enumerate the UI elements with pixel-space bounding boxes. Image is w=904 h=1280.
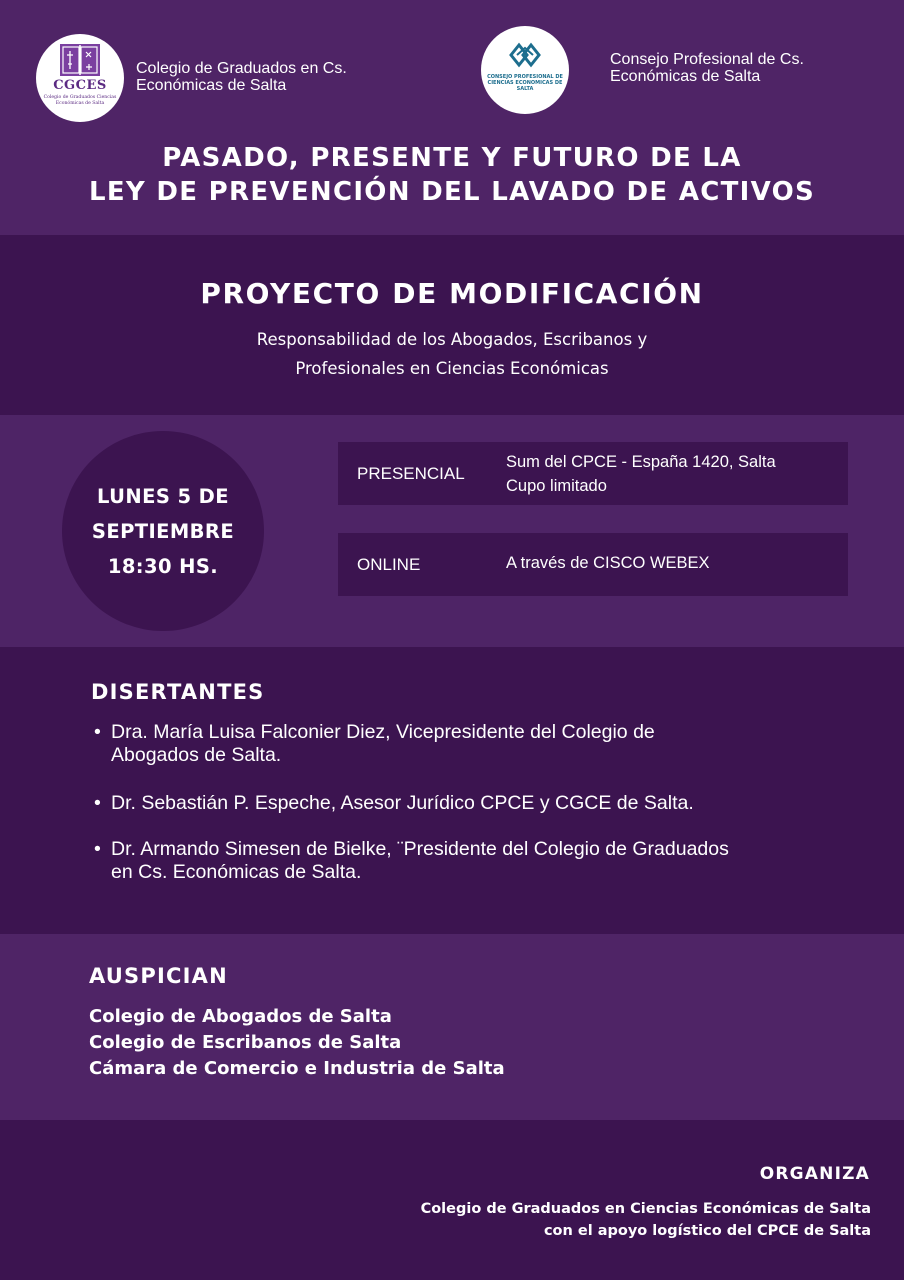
speaker-item	[94, 721, 884, 767]
project-subtitle-line2: Profesionales en Ciencias Económicas	[295, 359, 609, 378]
date-line2: SEPTIEMBRE	[91, 519, 235, 543]
org1-name: Colegio de Graduados en Cs. Económicas de Salta	[136, 60, 347, 94]
organizer-line2: con el apoyo logístico del CPCE de Salta	[543, 1223, 871, 1239]
org2-name: Consejo Profesional de Cs. Económicas de Salta	[610, 51, 804, 85]
speaker-item	[94, 838, 884, 884]
date-line1: LUNES 5 DE	[97, 484, 229, 508]
cgces-logo-caption: Colegio de Graduados Ciencias Económicas de Salta	[43, 95, 117, 106]
speaker-line2: Abogados de Salta.	[111, 744, 282, 766]
mode-online-box	[338, 533, 848, 596]
main-title-line1: PASADO, PRESENTE Y FUTURO DE LA	[162, 143, 742, 173]
speaker-line1: Dr. Armando Simesen de Bielke, ¨Presidente del Colegio de Graduados	[111, 838, 729, 860]
project-title: PROYECTO DE MODIFICACIÓN	[200, 277, 704, 310]
organizer-heading: ORGANIZA	[759, 1164, 870, 1184]
sponsor-item: Colegio de Abogados de Salta	[89, 1006, 392, 1027]
main-title	[0, 141, 904, 209]
cgces-logo	[36, 34, 124, 122]
sponsor-item: Colegio de Escribanos de Salta	[89, 1032, 402, 1053]
speaker-line1: Dr. Sebastián P. Espeche, Asesor Jurídico CPCE y CGCE de Salta.	[111, 792, 694, 814]
organizer-line1: Colegio de Graduados en Ciencias Económicas de Salta	[420, 1201, 871, 1217]
speaker-line2: en Cs. Económicas de Salta.	[111, 861, 362, 883]
bullet-icon: •	[94, 792, 101, 814]
mode-label: ONLINE	[357, 554, 421, 574]
mode-detail	[506, 450, 776, 498]
cgces-logo-text: CGCES	[53, 78, 107, 93]
book-icon	[58, 42, 102, 78]
speaker-item	[94, 792, 884, 815]
cpce-logo	[481, 26, 569, 114]
mode-label: PRESENCIAL	[357, 463, 465, 483]
mode-detail-line1: A través de CISCO WEBEX	[506, 554, 710, 572]
bullet-icon: •	[94, 721, 101, 743]
cpce-emblem-icon	[505, 40, 545, 70]
project-subtitle	[0, 325, 904, 383]
speakers-heading: DISERTANTES	[91, 680, 265, 704]
speaker-line1: Dra. María Luisa Falconier Diez, Vicepresidente del Colegio de	[111, 721, 655, 743]
time-line: 18:30 HS.	[107, 554, 219, 578]
date-badge	[62, 431, 264, 631]
mode-presencial-box	[338, 442, 848, 505]
cpce-logo-caption: CONSEJO PROFESIONAL DE CIENCIAS ECONOMICAS DE SALTA	[487, 74, 563, 92]
mode-detail-line1: Sum del CPCE - España 1420, Salta	[506, 453, 776, 471]
mode-detail-line2: Cupo limitado	[506, 477, 607, 495]
main-title-line2: LEY DE PREVENCIÓN DEL LAVADO DE ACTIVOS	[88, 177, 816, 207]
sponsor-item: Cámara de Comercio e Industria de Salta	[89, 1058, 505, 1079]
sponsors-heading: AUSPICIAN	[89, 964, 228, 988]
mode-detail	[506, 551, 710, 575]
project-subtitle-line1: Responsabilidad de los Abogados, Escribanos y	[256, 330, 648, 349]
bullet-icon: •	[94, 838, 101, 860]
